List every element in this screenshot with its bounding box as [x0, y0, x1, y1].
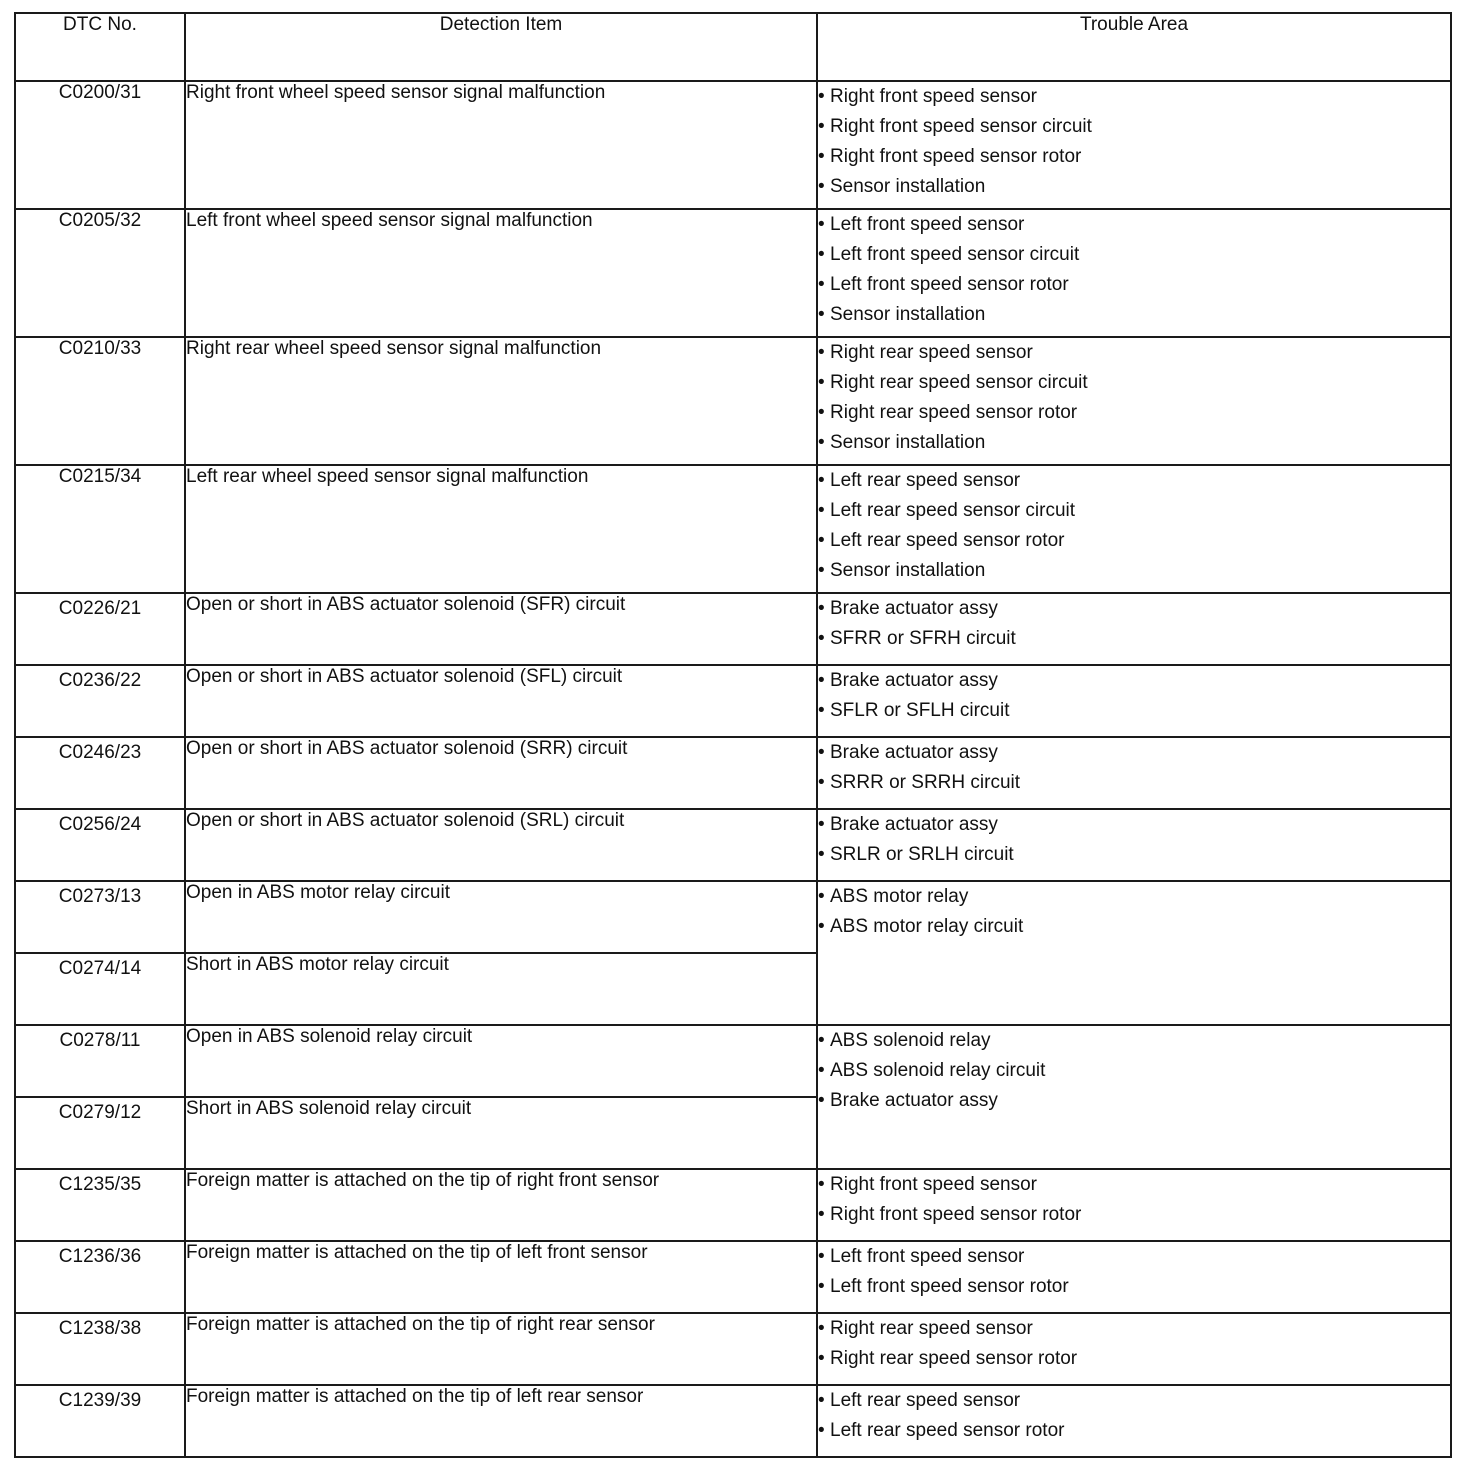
- trouble-area: [817, 809, 1451, 881]
- detection-item: Open or short in ABS actuator solenoid (SRL) circuit: [185, 809, 817, 881]
- table-row: [15, 337, 1451, 465]
- detection-item: Open in ABS motor relay circuit: [185, 881, 817, 953]
- detection-item: Foreign matter is attached on the tip of left front sensor: [185, 1241, 817, 1313]
- trouble-area-item: • Left rear speed sensor rotor: [818, 526, 1450, 556]
- header-dtc-no: DTC No.: [15, 13, 185, 81]
- detection-item: Open or short in ABS actuator solenoid (SFR) circuit: [185, 593, 817, 665]
- trouble-area-item: • Left front speed sensor rotor: [818, 270, 1450, 300]
- trouble-area: [817, 1385, 1451, 1457]
- header-trouble-area: Trouble Area: [817, 13, 1451, 81]
- trouble-area-item: • Left rear speed sensor circuit: [818, 496, 1450, 526]
- trouble-area-item: • Right front speed sensor: [818, 1170, 1450, 1200]
- trouble-area-item: • Right rear speed sensor circuit: [818, 368, 1450, 398]
- dtc-code: C0210/33: [15, 337, 185, 465]
- dtc-code: C0273/13: [15, 881, 185, 953]
- trouble-area-item: • Left front speed sensor rotor: [818, 1272, 1450, 1302]
- detection-item: Open in ABS solenoid relay circuit: [185, 1025, 817, 1097]
- trouble-area-item: • Brake actuator assy: [818, 738, 1450, 768]
- trouble-area: [817, 81, 1451, 209]
- trouble-area-item: • Brake actuator assy: [818, 594, 1450, 624]
- detection-item: Foreign matter is attached on the tip of left rear sensor: [185, 1385, 817, 1457]
- trouble-area: [817, 593, 1451, 665]
- dtc-code: C0279/12: [15, 1097, 185, 1169]
- trouble-area: [817, 465, 1451, 593]
- trouble-area-item: • SRRR or SRRH circuit: [818, 768, 1450, 798]
- trouble-area: [817, 1169, 1451, 1241]
- trouble-area-item: • ABS solenoid relay: [818, 1026, 1450, 1056]
- trouble-area-item: • Sensor installation: [818, 556, 1450, 586]
- trouble-area-item: • ABS solenoid relay circuit: [818, 1056, 1450, 1086]
- dtc-code: C0256/24: [15, 809, 185, 881]
- trouble-area-item: • Brake actuator assy: [818, 810, 1450, 840]
- dtc-code: C0274/14: [15, 953, 185, 1025]
- trouble-area-item: • Left front speed sensor circuit: [818, 240, 1450, 270]
- table-row: [15, 1169, 1451, 1241]
- dtc-code: C1236/36: [15, 1241, 185, 1313]
- table-row: [15, 809, 1451, 881]
- trouble-area: [817, 665, 1451, 737]
- table-row: [15, 881, 1451, 953]
- trouble-area-item: • Left front speed sensor: [818, 210, 1450, 240]
- trouble-area: [817, 1025, 1451, 1169]
- table-row: [15, 665, 1451, 737]
- table-row: [15, 1385, 1451, 1457]
- dtc-code: C0246/23: [15, 737, 185, 809]
- trouble-area-item: • ABS motor relay: [818, 882, 1450, 912]
- trouble-area: [817, 209, 1451, 337]
- trouble-area-item: • Right rear speed sensor rotor: [818, 398, 1450, 428]
- table-row: [15, 593, 1451, 665]
- trouble-area-item: • Right rear speed sensor: [818, 1314, 1450, 1344]
- trouble-area-item: • Sensor installation: [818, 428, 1450, 458]
- trouble-area: [817, 1313, 1451, 1385]
- dtc-code: C1239/39: [15, 1385, 185, 1457]
- dtc-code: C0236/22: [15, 665, 185, 737]
- table-row: [15, 1313, 1451, 1385]
- header-row: [15, 13, 1451, 81]
- table-row: [15, 465, 1451, 593]
- detection-item: Left front wheel speed sensor signal malfunction: [185, 209, 817, 337]
- detection-item: Right rear wheel speed sensor signal malfunction: [185, 337, 817, 465]
- detection-item: Right front wheel speed sensor signal malfunction: [185, 81, 817, 209]
- trouble-area-item: • ABS motor relay circuit: [818, 912, 1450, 942]
- trouble-area: [817, 337, 1451, 465]
- trouble-area-item: • Right front speed sensor circuit: [818, 112, 1450, 142]
- dtc-code: C1235/35: [15, 1169, 185, 1241]
- trouble-area-item: • Sensor installation: [818, 300, 1450, 330]
- table-row: [15, 1025, 1451, 1097]
- dtc-code: C0215/34: [15, 465, 185, 593]
- trouble-area-item: • Brake actuator assy: [818, 1086, 1450, 1116]
- dtc-code: C0200/31: [15, 81, 185, 209]
- detection-item: Left rear wheel speed sensor signal malfunction: [185, 465, 817, 593]
- trouble-area-item: • Right front speed sensor: [818, 82, 1450, 112]
- dtc-code: C0205/32: [15, 209, 185, 337]
- detection-item: Short in ABS motor relay circuit: [185, 953, 817, 1025]
- trouble-area-item: • Sensor installation: [818, 172, 1450, 202]
- trouble-area-item: • Right front speed sensor rotor: [818, 142, 1450, 172]
- trouble-area-item: • Left rear speed sensor: [818, 466, 1450, 496]
- dtc-table-container: [14, 12, 1450, 1458]
- trouble-area-item: • Brake actuator assy: [818, 666, 1450, 696]
- trouble-area: [817, 737, 1451, 809]
- table-row: [15, 81, 1451, 209]
- dtc-code: C0278/11: [15, 1025, 185, 1097]
- detection-item: Short in ABS solenoid relay circuit: [185, 1097, 817, 1169]
- dtc-code: C0226/21: [15, 593, 185, 665]
- header-detection-item: Detection Item: [185, 13, 817, 81]
- trouble-area-item: • Left rear speed sensor: [818, 1386, 1450, 1416]
- detection-item: Open or short in ABS actuator solenoid (SFL) circuit: [185, 665, 817, 737]
- table-row: [15, 737, 1451, 809]
- trouble-area-item: • Left rear speed sensor rotor: [818, 1416, 1450, 1446]
- detection-item: Open or short in ABS actuator solenoid (SRR) circuit: [185, 737, 817, 809]
- trouble-area-item: • SFLR or SFLH circuit: [818, 696, 1450, 726]
- table-row: [15, 1241, 1451, 1313]
- dtc-code: C1238/38: [15, 1313, 185, 1385]
- trouble-area-item: • SFRR or SFRH circuit: [818, 624, 1450, 654]
- dtc-table: [14, 12, 1452, 1458]
- detection-item: Foreign matter is attached on the tip of right front sensor: [185, 1169, 817, 1241]
- table-row: [15, 209, 1451, 337]
- trouble-area-item: • Right front speed sensor rotor: [818, 1200, 1450, 1230]
- detection-item: Foreign matter is attached on the tip of right rear sensor: [185, 1313, 817, 1385]
- trouble-area-item: • Left front speed sensor: [818, 1242, 1450, 1272]
- trouble-area: [817, 1241, 1451, 1313]
- trouble-area-item: • SRLR or SRLH circuit: [818, 840, 1450, 870]
- trouble-area: [817, 881, 1451, 1025]
- trouble-area-item: • Right rear speed sensor: [818, 338, 1450, 368]
- trouble-area-item: • Right rear speed sensor rotor: [818, 1344, 1450, 1374]
